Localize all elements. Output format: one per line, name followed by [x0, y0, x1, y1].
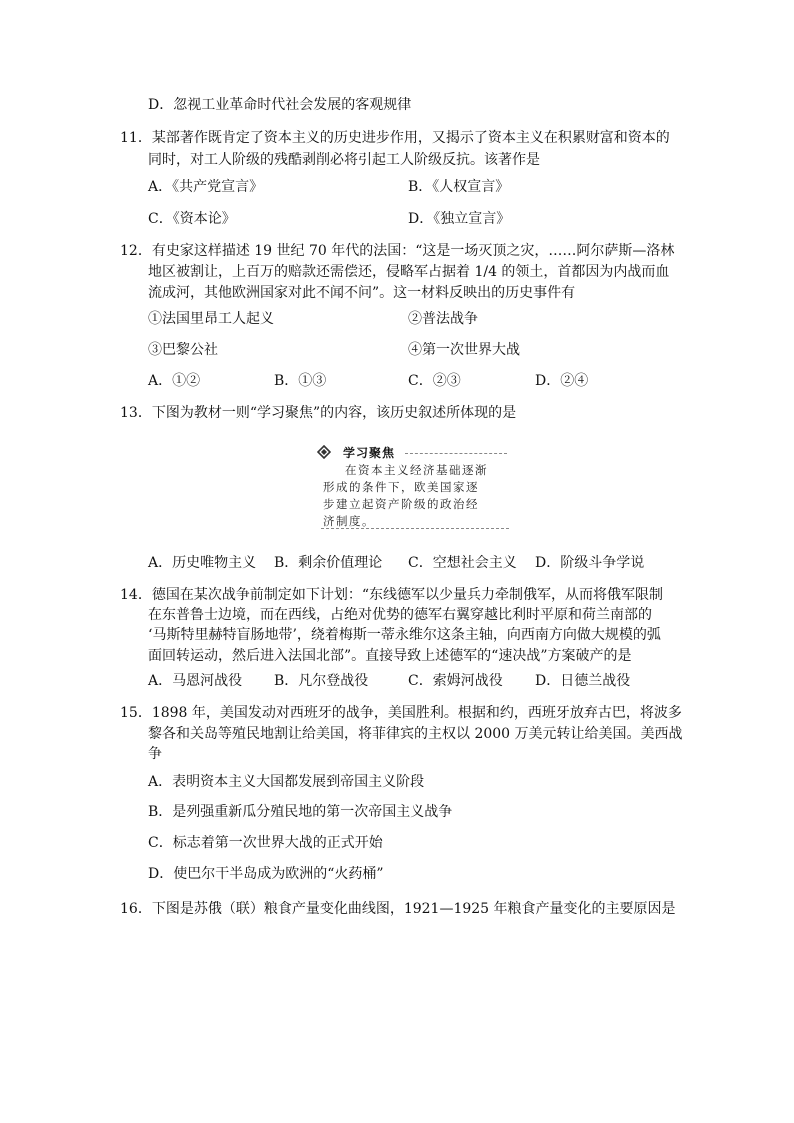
study-focus-title: 学习聚焦 — [343, 446, 396, 460]
q12-item-1: ①法国里昂工人起义 — [148, 311, 274, 327]
q12-item-2: ②普法战争 — [408, 311, 478, 327]
q10-option-d: D．忽视工业革命时代社会发展的客观规律 — [148, 97, 412, 113]
study-focus-line-1: 在资本主义经济基础逐渐 — [345, 463, 488, 477]
focus-diamond-icon — [317, 445, 331, 459]
q13-option-a: A．历史唯物主义 — [148, 555, 257, 571]
q12-option-a: A．①② — [148, 373, 201, 389]
q15-option-d: D．使巴尔干半岛成为欧洲的“火药桶” — [148, 866, 384, 882]
q12-item-4: ④第一次世界大战 — [408, 342, 520, 358]
q14-option-b: B．凡尔登战役 — [274, 673, 369, 689]
q13-option-d: D．阶级斗争学说 — [535, 555, 645, 571]
q14-option-c: C．索姆河战役 — [408, 673, 503, 689]
q15-option-a: A．表明资本主义大国都发展到帝国主义阶段 — [148, 774, 425, 790]
study-focus-box — [313, 440, 509, 532]
q15-stem-line-2: 黎各和关岛等殖民地割让给美国，将菲律宾的主权以 2000 万美元转让给美国。美西战 — [148, 726, 683, 742]
q14-stem-line-3: ‘马斯特里赫特盲肠地带’，绕着梅斯一蒂永维尔这条主轴，向西南方向做大规模的弧 — [148, 627, 661, 643]
q11-stem-line-2: 同时，对工人阶级的残酷剥削必将引起工人阶级反抗。该著作是 — [148, 152, 540, 168]
q15-stem-line-3: 争 — [148, 746, 162, 762]
q14-option-a: A．马恩河战役 — [148, 673, 243, 689]
q12-stem-line-3: 流成河，其他欧洲国家对此不闻不问”。这一材料反映出的历史事件有 — [148, 285, 576, 301]
q12-option-c: C．②③ — [408, 373, 461, 389]
q14-option-d: D．日德兰战役 — [535, 673, 631, 689]
q11-option-d: D．《独立宣言》 — [408, 211, 511, 227]
q13-option-b: B．剩余价值理论 — [274, 555, 383, 571]
q11-option-c: C．《资本论》 — [148, 211, 236, 227]
q14-stem-line-1: 14．德国在某次战争前制定如下计划：“东线德军以少量兵力牵制俄军，从而将俄军限制 — [120, 587, 663, 603]
q15-option-c: C．标志着第一次世界大战的正式开始 — [148, 835, 383, 851]
q12-stem-line-2: 地区被割让，上百万的赔款还需偿还，侵略军占据着 1/4 的领土，首都因为内战而血 — [148, 264, 670, 280]
q13-option-c: C．空想社会主义 — [408, 555, 517, 571]
q11-option-a: A．《共产党宣言》 — [148, 179, 264, 195]
study-focus-line-2: 形成的条件下，欧美国家逐 — [323, 480, 479, 494]
study-focus-header — [313, 442, 509, 462]
q11-stem-line-1: 11．某部著作既肯定了资本主义的历史进步作用，又揭示了资本主义在积累财富和资本的 — [120, 130, 670, 146]
bottom-dashed-rule — [321, 528, 509, 529]
q12-option-b: B．①③ — [274, 373, 327, 389]
q15-option-b: B．是列强重新瓜分殖民地的第一次帝国主义战争 — [148, 804, 453, 820]
q16-stem: 16．下图是苏俄（联）粮食产量变化曲线图，1921—1925 年粮食产量变化的主要原因是 — [120, 901, 676, 917]
q12-item-3: ③巴黎公社 — [148, 342, 218, 358]
q14-stem-line-4: 面回转运动，然后进入法国北部”。直接导致上述德军的“速决战”方案破产的是 — [148, 648, 632, 664]
header-dashed-rule — [405, 453, 507, 454]
study-focus-text — [323, 462, 488, 530]
q12-option-d: D．②④ — [535, 373, 589, 389]
q15-stem-line-1: 15．1898 年，美国发动对西班牙的战争，美国胜利。根据和约，西班牙放弃古巴，将波多 — [120, 705, 682, 721]
q11-option-b: B．《人权宣言》 — [408, 179, 510, 195]
study-focus-line-3: 步建立起资产阶级的政治经 — [323, 497, 479, 511]
study-focus-line-4: 济制度。 — [323, 514, 375, 528]
q12-stem-line-1: 12．有史家这样描述 19 世纪 70 年代的法国：“这是一场灭顶之灾，……阿尔萨斯—洛林 — [120, 243, 675, 259]
q14-stem-line-2: 在东普鲁士边境，而在西线，占绝对优势的德军右翼穿越比利时平原和荷兰南部的 — [148, 607, 652, 623]
q13-stem: 13．下图为教材一则“学习聚焦”的内容，该历史叙述所体现的是 — [120, 405, 517, 421]
